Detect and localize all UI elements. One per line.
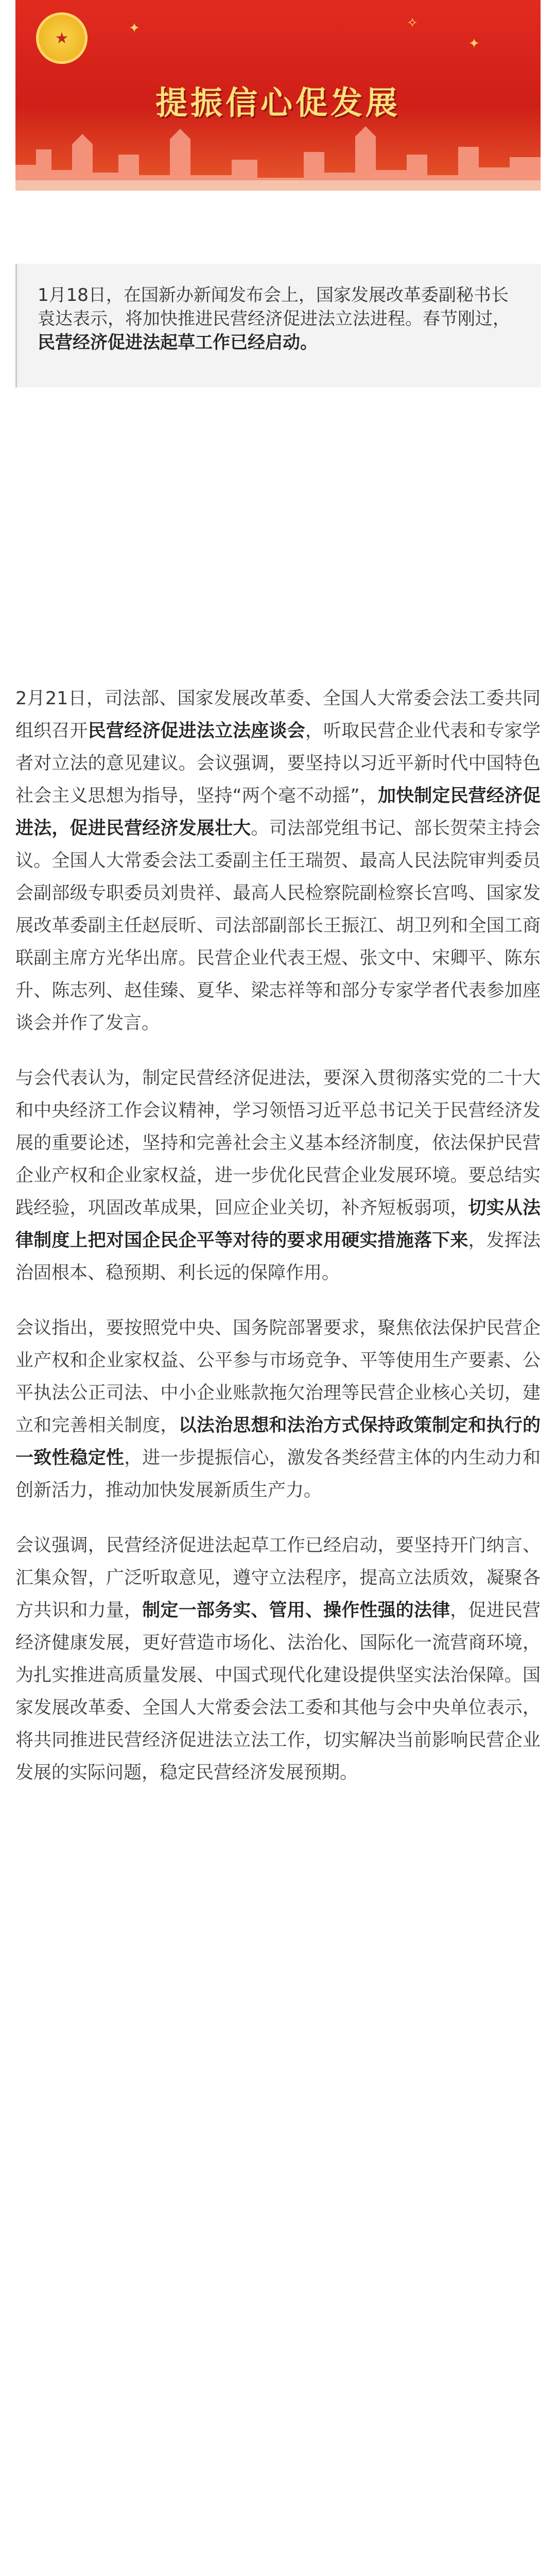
emblem-icon xyxy=(36,12,88,64)
text-run: ，促进民营经济健康发展，更好营造市场化、法治化、国际化一流营商环境，为扎实推进高质量发展、中国式现代化建设提供坚实法治保障。国家发展改革委、全国人大常委会法工委和其他与会中央单位表示，将共同推进民营经济促进法立法工作，切实解决当前影响民营企业发展的实际问题，稳定民营经济发展预期。 xyxy=(15,1600,541,1783)
bold-text-run: 切实从法律制度上把对国企民企平等对待的要求用硬实措施落下来 xyxy=(15,1198,541,1251)
lead-paragraph xyxy=(38,283,520,354)
text-run: ，发挥法治固根本、稳预期、利长远的保障作用。 xyxy=(15,1230,541,1283)
lead-bold-text: 民营经济促进法起草工作已经启动。 xyxy=(38,332,318,353)
banner-title: 提振信心促发展 xyxy=(155,84,401,122)
paragraph-1 xyxy=(15,683,541,1040)
text-run: 会议指出，要按照党中央、国务院部署要求，聚焦依法保护民营企业产权和企业家权益、公平参与市场竞争、平等使用生产要素、公平执法公正司法、中小企业账款拖欠治理等民营企业核心关切，建立和完善相关制度， xyxy=(15,1318,541,1436)
bold-text-run: 制定一部务实、管用、操作性强的法律 xyxy=(142,1600,450,1621)
paragraph-2 xyxy=(15,1062,541,1290)
bold-text-run: 民营经济促进法立法座谈会 xyxy=(88,721,305,741)
bold-text-run: 以法治思想和法治方式保持政策制定和执行的一致性稳定性 xyxy=(15,1415,541,1468)
text-run: 2月21日，司法部、国家发展改革委、全国人大常委会法工委共同组织召开 xyxy=(15,688,541,741)
paragraph-4 xyxy=(15,1530,541,1789)
header-banner xyxy=(15,0,541,191)
lead-summary-box xyxy=(15,264,541,387)
text-run: 。司法部党组书记、部长贺荣主持会议。全国人大常委会法工委副主任王瑞贺、最高人民法院审判委员会副部级专职委员刘贵祥、最高人民检察院副检察长宫鸣、国家发展改革委副主任赵辰昕、司法部副部长王振江、胡卫列和全国工商联副主席方光华出席。民营企业代表王煜、张文中、宋卿平、陈东升、陈志列、赵佳臻、夏华、梁志祥等和部分专家学者代表参加座谈会并作了发言。 xyxy=(15,818,541,1033)
star-icon: ✦ xyxy=(129,21,140,36)
text-run: ，听取民营企业代表和专家学者对立法的意见建议。会议强调，要坚持以习近平新时代中国特色社会主义思想为指导，坚持“两个毫不动摇”， xyxy=(15,721,541,806)
text-run: 会议强调，民营经济促进法起草工作已经启动，要坚持开门纳言、汇集众智，广泛听取意见，遵守立法程序，提高立法质效，凝聚各方共识和力量， xyxy=(15,1535,541,1621)
bold-text-run: 加快制定民营经济促进法，促进民营经济发展壮大 xyxy=(15,786,541,839)
paragraph-3 xyxy=(15,1312,541,1507)
text-run: ，进一步提振信心，激发各类经营主体的内生动力和创新活力，推动加快发展新质生产力。 xyxy=(15,1448,541,1501)
article-body xyxy=(15,683,541,1812)
text-run: 与会代表认为，制定民营经济促进法，要深入贯彻落实党的二十大和中央经济工作会议精神，学习领悟习近平总书记关于民营经济发展的重要论述，坚持和完善社会主义基本经济制度，依法保护民营企业产权和企业家权益，进一步优化民营企业发展环境。要总结实践经验，巩固改革成果，回应企业关切，补齐短板弱项， xyxy=(15,1068,541,1218)
skyline-illustration xyxy=(15,124,541,191)
emblem-star: ★ xyxy=(55,29,69,47)
lead-text: 1月18日，在国新办新闻发布会上，国家发展改革委副秘书长袁达表示，将加快推进民营经济促进法立法进程。春节刚过， xyxy=(38,285,510,329)
star-icon: ✧ xyxy=(407,15,418,31)
star-icon: ✦ xyxy=(468,36,480,52)
